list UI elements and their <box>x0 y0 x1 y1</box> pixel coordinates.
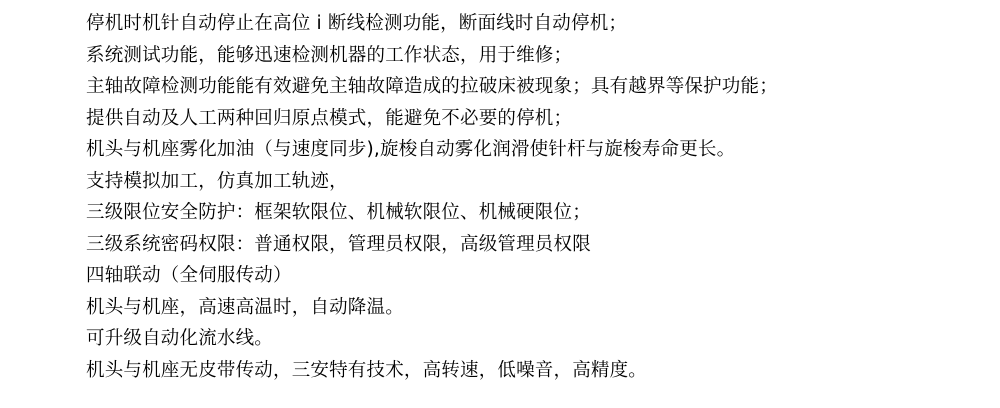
document-line: 主轴故障检测功能能有效避免主轴故障造成的拉破床被现象；具有越界等保护功能； <box>86 76 778 97</box>
document-line: 三级系统密码权限：普通权限，管理员权限，高级管理员权限 <box>86 233 591 255</box>
document-line: 四轴联动（全伺服传动） <box>86 265 292 286</box>
document-line: 机头与机座，高速高温时，自动降温。 <box>86 296 404 318</box>
document-line: 三级限位安全防护：框架软限位、机械软限位、机械硬限位； <box>86 202 591 223</box>
document-line: 机头与机座雾化加油（与速度同步),旋梭自动雾化润滑使针杆与旋梭寿命更长。 <box>86 139 736 160</box>
document-line: 系统测试功能，能够迅速检测机器的工作状态，用于维修； <box>86 44 573 66</box>
document-line: 提供自动及人工两种回归原点模式，能避免不必要的停机； <box>86 107 573 129</box>
document-line: 支持模拟加工，仿真加工轨迹， <box>86 170 348 192</box>
document-line: 停机时机针自动停止在高位 i 断线检测功能，断面线时自动停机； <box>86 13 628 34</box>
document-line: 可升级自动化流水线。 <box>86 328 274 349</box>
document-line: 机头与机座无皮带传动，三安特有技术，高转速，低噪音，高精度。 <box>86 359 648 381</box>
